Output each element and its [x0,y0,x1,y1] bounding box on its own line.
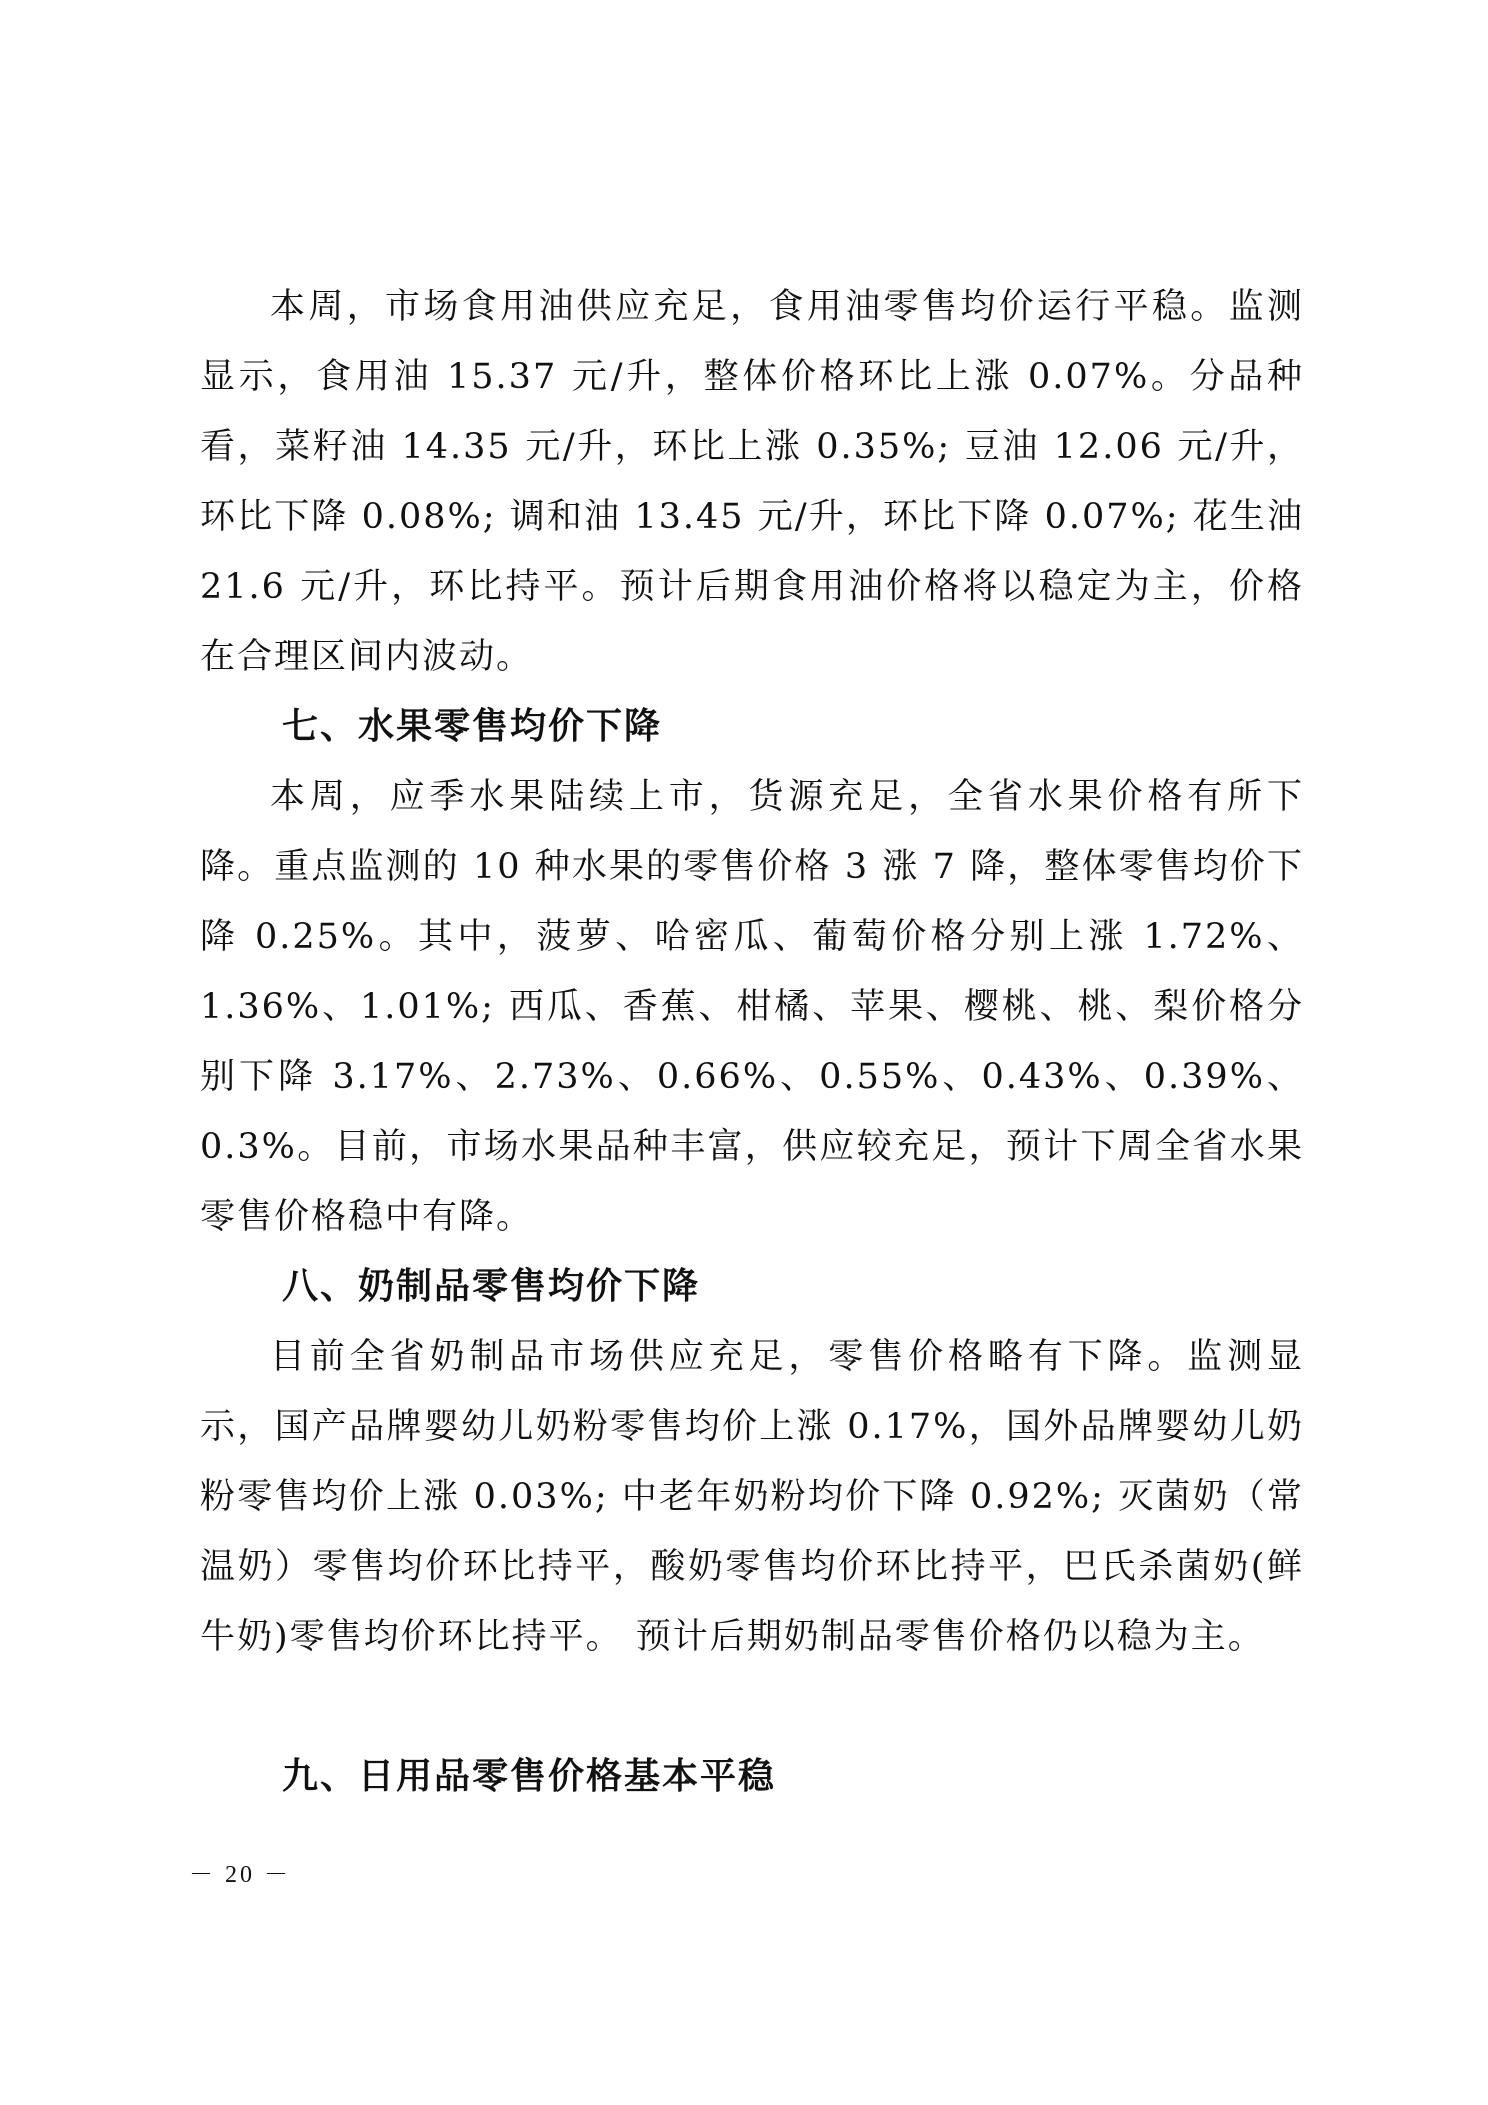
paragraph-fruit: 本周，应季水果陆续上市，货源充足，全省水果价格有所下降。重点监测的 10 种水果的零售价格 3 涨 7 降，整体零售均价下降 0.25%。其中，菠萝、哈密瓜、葡萄价格分别上涨 1.72%、1.36%、1.01%; 西瓜、香蕉、柑橘、苹果、樱桃、桃、梨价格分别下降 3.17%、2.73%、0.66%、0.55%、0.43%、0.39%、0.3%。目前，市场水果品种丰富，供应较充足，预计下周全省水果零售价格稳中有降。 [200,777,1304,1237]
paragraph-edible-oil: 本周，市场食用油供应充足，食用油零售均价运行平稳。监测显示，食用油 15.37 元/升，整体价格环比上涨 0.07%。分品种看，菜籽油 14.35 元/升，环比上涨 0.35%; 豆油 12.06 元/升，环比下降 0.08%; 调和油 13.45 元/升，环比下降 0.07%; 花生油 21.6 元/升，环比持平。预计后期食用油价格将以稳定为主，价格在合理区间内波动。 [200,287,1304,677]
section-heading-dairy: 八、奶制品零售均价下降 [282,1266,701,1307]
section-heading-fruit: 七、水果零售均价下降 [282,706,663,747]
paragraph-dairy: 目前全省奶制品市场供应充足，零售价格略有下降。监测显示，国产品牌婴幼儿奶粉零售均价上涨 0.17%，国外品牌婴幼儿奶粉零售均价上涨 0.03%; 中老年奶粉均价下降 0.92%; 灭菌奶（常温奶）零售均价环比持平，酸奶零售均价环比持平，巴氏杀菌奶(鲜牛奶)零售均价环比持平。 预计后期奶制品零售价格仍以稳为主。 [200,1337,1304,1657]
section-heading-daily-goods: 九、日用品零售价格基本平稳 [282,1756,777,1797]
page-number: － 20 － [189,1862,291,1888]
